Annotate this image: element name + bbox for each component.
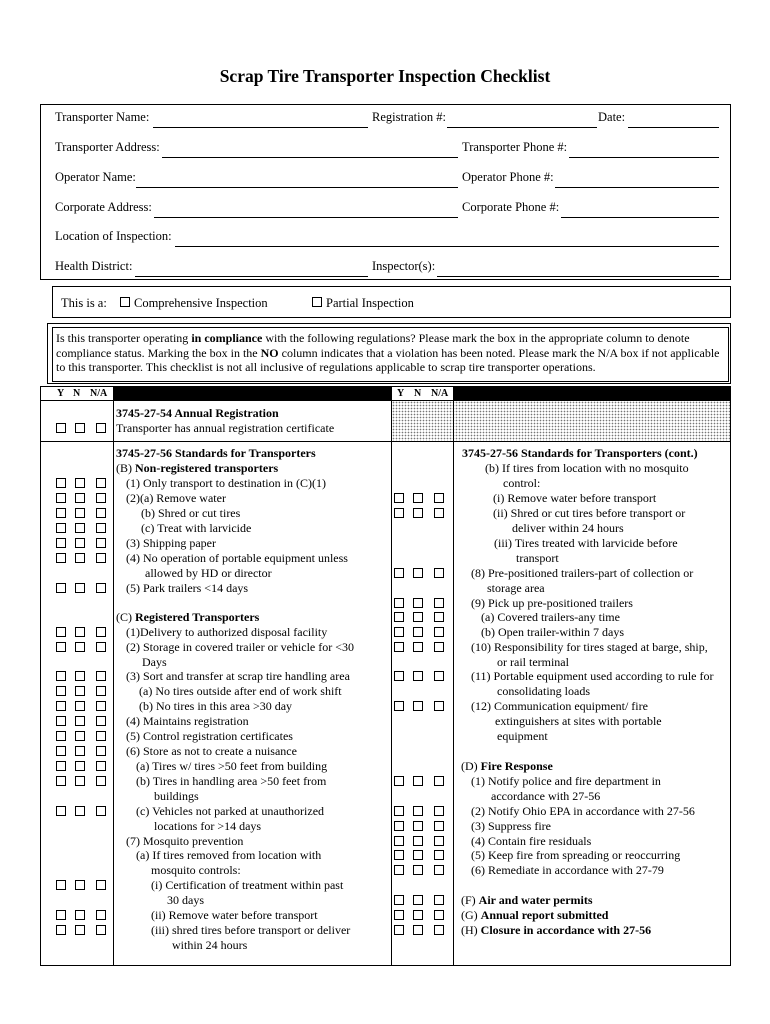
right-checklist-item-heading: Fire Response: [480, 759, 553, 773]
right-no-checkbox[interactable]: [413, 568, 423, 578]
left-yes-checkbox[interactable]: [56, 642, 66, 652]
right-checklist-item: (6) Remediate in accordance with 27-79: [471, 863, 664, 877]
right-yes-checkbox[interactable]: [394, 850, 404, 860]
right-header-bar: [453, 386, 731, 401]
left-checklist-item: (5) Control registration certificates: [126, 729, 293, 743]
left-checklist-item: (ii) Remove water before transport: [151, 908, 318, 922]
date-label: Date:: [598, 110, 626, 124]
left-checklist-item: buildings: [154, 789, 199, 803]
left-no-checkbox[interactable]: [75, 686, 85, 696]
right-na-checkbox[interactable]: [434, 508, 444, 518]
transporter-name-label: Transporter Name:: [55, 110, 150, 124]
left-no-checkbox[interactable]: [75, 806, 85, 816]
left-no-checkbox[interactable]: [75, 880, 85, 890]
date-field[interactable]: [628, 127, 719, 128]
left-yes-checkbox[interactable]: [56, 806, 66, 816]
left-checklist-item: Transporter has annual registration certificate: [116, 421, 335, 435]
right-checklist-item-prefix: (H): [461, 923, 481, 937]
left-yes-checkbox[interactable]: [56, 686, 66, 696]
right-yes-checkbox[interactable]: [394, 836, 404, 846]
right-checklist-item: accordance with 27-56: [491, 789, 601, 803]
left-no-checkbox[interactable]: [75, 731, 85, 741]
right-yes-checkbox[interactable]: [394, 925, 404, 935]
right-no-checkbox[interactable]: [413, 627, 423, 637]
left-no-checkbox[interactable]: [75, 910, 85, 920]
partial-inspection-checkbox[interactable]: [312, 297, 322, 307]
left-yes-checkbox[interactable]: [56, 925, 66, 935]
right-checklist-item: (iii) Tires treated with larvicide before: [494, 536, 678, 550]
right-checklist-item: extinguishers at sites with portable: [495, 714, 662, 728]
partial-inspection-label: Partial Inspection: [326, 296, 414, 310]
right-no-checkbox[interactable]: [413, 850, 423, 860]
right-yes-checkbox[interactable]: [394, 598, 404, 608]
right-checklist-item: deliver within 24 hours: [512, 521, 624, 535]
right-yes-checkbox[interactable]: [394, 821, 404, 831]
right-checklist-item: (b) If tires from location with no mosquito: [485, 461, 689, 475]
left-checklist-item: 3745-27-56 Standards for Transporters: [116, 446, 316, 460]
right-checklist-item: (11) Portable equipment used according to rule for: [471, 669, 714, 683]
right-yes-checkbox[interactable]: [394, 806, 404, 816]
right-yes-checkbox[interactable]: [394, 701, 404, 711]
right-checklist-item-prefix: (G): [461, 908, 481, 922]
right-checklist-item: transport: [516, 551, 559, 565]
registration-label: Registration #:: [372, 110, 446, 124]
right-no-checkbox[interactable]: [413, 821, 423, 831]
right-na-checkbox[interactable]: [434, 568, 444, 578]
left-na-checkbox[interactable]: [96, 493, 106, 503]
left-checklist-item: (a) If tires removed from location with: [136, 848, 322, 862]
right-no-checkbox[interactable]: [413, 701, 423, 711]
section-rule: [40, 441, 731, 442]
left-checklist-item-prefix: (C): [116, 610, 135, 624]
left-checklist-item: (3) Sort and transfer at scrap tire handling area: [126, 669, 350, 683]
right-na-checkbox[interactable]: [434, 836, 444, 846]
left-checklist-item: (c) Treat with larvicide: [141, 521, 252, 535]
left-no-checkbox[interactable]: [75, 701, 85, 711]
left-checklist-item: (3) Shipping paper: [126, 536, 216, 550]
left-checklist-item: 30 days: [167, 893, 204, 907]
left-na-checkbox[interactable]: [96, 731, 106, 741]
left-no-checkbox[interactable]: [75, 508, 85, 518]
left-checklist-item: (b) Tires in handling area >50 feet from: [136, 774, 327, 788]
col-rule-3: [453, 386, 454, 966]
left-no-checkbox[interactable]: [75, 493, 85, 503]
right-checklist-item: [461, 893, 593, 907]
right-checklist-item: (1) Notify police and fire department in: [471, 774, 661, 788]
left-checklist-item: (i) Certification of treatment within past: [151, 878, 344, 892]
left-no-checkbox[interactable]: [75, 583, 85, 593]
right-checklist-item-heading: Annual report submitted: [480, 908, 609, 922]
right-checklist-item: (10) Responsibility for tires staged at barge, ship,: [471, 640, 708, 654]
left-na-checkbox[interactable]: [96, 776, 106, 786]
instructions-compliance: in compliance: [191, 331, 263, 345]
health-district-label: Health District:: [55, 259, 133, 273]
instructions-part-1: Is this transporter operating: [56, 331, 192, 345]
transporter-address-label: Transporter Address:: [55, 140, 160, 154]
left-na-checkbox[interactable]: [96, 925, 106, 935]
comprehensive-inspection-checkbox[interactable]: [120, 297, 130, 307]
left-yes-checkbox[interactable]: [56, 910, 66, 920]
left-checklist-item: 3745-27-54 Annual Registration: [116, 406, 279, 420]
inspectors-label: Inspector(s):: [372, 259, 436, 273]
right-na-checkbox[interactable]: [434, 493, 444, 503]
left-checklist-item-heading: Registered Transporters: [135, 610, 260, 624]
left-na-checkbox[interactable]: [96, 746, 106, 756]
left-no-checkbox[interactable]: [75, 627, 85, 637]
header-na: N/A: [90, 388, 108, 399]
left-yes-checkbox[interactable]: [56, 583, 66, 593]
right-checklist-item: (12) Communication equipment/ fire: [471, 699, 648, 713]
left-checklist-item: (b) Shred or cut tires: [141, 506, 241, 520]
header-y: Y: [57, 388, 65, 399]
left-yes-checkbox[interactable]: [56, 523, 66, 533]
right-checklist-item-heading: Air and water permits: [478, 893, 593, 907]
left-yes-checkbox[interactable]: [56, 671, 66, 681]
right-na-checkbox[interactable]: [434, 612, 444, 622]
right-checklist-item-heading: Closure in accordance with 27-56: [480, 923, 652, 937]
right-yes-checkbox[interactable]: [394, 910, 404, 920]
right-yes-checkbox[interactable]: [394, 508, 404, 518]
right-checklist-item: or rail terminal: [497, 655, 569, 669]
shaded-area: [392, 401, 730, 441]
left-na-checkbox[interactable]: [96, 910, 106, 920]
registration-field[interactable]: [447, 127, 597, 128]
left-na-checkbox[interactable]: [96, 761, 106, 771]
left-na-checkbox[interactable]: [96, 523, 106, 533]
left-no-checkbox[interactable]: [75, 671, 85, 681]
left-checklist-item: (7) Mosquito prevention: [126, 834, 244, 848]
left-na-checkbox[interactable]: [96, 627, 106, 637]
inspectors-field[interactable]: [437, 276, 719, 277]
left-no-checkbox[interactable]: [75, 761, 85, 771]
left-checklist-item: (1)Delivery to authorized disposal facility: [126, 625, 328, 639]
right-checklist-item: 3745-27-56 Standards for Transporters (cont.): [462, 446, 698, 460]
instructions-part-3: column indicates that a violation has been noted. Please mark the N/A box if not applicable to this transporter. This checklist is not all inclusive of regulations applicable to scrap tire transporter operations.: [56, 345, 720, 374]
right-no-checkbox[interactable]: [413, 508, 423, 518]
right-checklist-item: (3) Suppress fire: [471, 819, 551, 833]
right-na-checkbox[interactable]: [434, 806, 444, 816]
left-checklist-item: (5) Park trailers <14 days: [126, 581, 249, 595]
left-na-checkbox[interactable]: [96, 423, 106, 433]
comprehensive-inspection-label: Comprehensive Inspection: [134, 296, 268, 310]
right-yes-checkbox[interactable]: [394, 895, 404, 905]
right-na-checkbox[interactable]: [434, 642, 444, 652]
right-checklist-item-prefix: (D): [461, 759, 481, 773]
left-checklist-item: within 24 hours: [172, 938, 248, 952]
header-n: N: [73, 388, 81, 399]
location-field[interactable]: [175, 246, 719, 247]
right-checklist-item: equipment: [497, 729, 548, 743]
left-checklist-item: (2) Storage in covered trailer or vehicle for <30: [126, 640, 355, 654]
left-na-checkbox[interactable]: [96, 553, 106, 563]
left-checklist-item: locations for >14 days: [154, 819, 262, 833]
left-header-bar: [113, 386, 391, 401]
left-yes-checkbox[interactable]: [56, 731, 66, 741]
left-yes-checkbox[interactable]: [56, 746, 66, 756]
right-no-checkbox[interactable]: [413, 598, 423, 608]
right-na-checkbox[interactable]: [434, 821, 444, 831]
right-na-checkbox[interactable]: [434, 910, 444, 920]
left-checklist-item-prefix: (B): [116, 461, 135, 475]
left-na-checkbox[interactable]: [96, 701, 106, 711]
operator-phone-field[interactable]: [555, 187, 719, 188]
corporate-phone-field[interactable]: [561, 217, 719, 218]
corporate-phone-label: Corporate Phone #:: [462, 200, 560, 214]
right-checklist-item: [461, 923, 651, 937]
corporate-address-label: Corporate Address:: [55, 200, 152, 214]
instructions-no: NO: [260, 345, 279, 360]
right-yes-checkbox[interactable]: [394, 493, 404, 503]
right-checklist-item: [461, 908, 608, 922]
transporter-phone-field[interactable]: [569, 157, 719, 158]
left-yes-checkbox[interactable]: [56, 423, 66, 433]
col-rule-2: [391, 386, 392, 966]
right-checklist-item: (8) Pre-positioned trailers-part of collection or: [471, 566, 694, 580]
left-yes-checkbox[interactable]: [56, 701, 66, 711]
location-label: Location of Inspection:: [55, 229, 172, 243]
left-na-checkbox[interactable]: [96, 671, 106, 681]
right-checklist-item: [461, 759, 553, 773]
right-checklist-item: (4) Contain fire residuals: [471, 834, 592, 848]
left-yes-checkbox[interactable]: [56, 716, 66, 726]
header-n-right: N: [414, 388, 422, 399]
col-rule-1: [113, 386, 114, 966]
right-checklist-item: storage area: [487, 581, 545, 595]
left-checklist-item: (2)(a) Remove water: [126, 491, 226, 505]
left-checklist-item: (a) No tires outside after end of work shift: [139, 684, 342, 698]
left-na-checkbox[interactable]: [96, 686, 106, 696]
transporter-phone-label: Transporter Phone #:: [462, 140, 568, 154]
left-checklist-item: (iii) shred tires before transport or deliver: [151, 923, 351, 937]
right-no-checkbox[interactable]: [413, 776, 423, 786]
left-checklist-item: allowed by HD or director: [145, 566, 272, 580]
left-yes-checkbox[interactable]: [56, 627, 66, 637]
left-no-checkbox[interactable]: [75, 716, 85, 726]
operator-name-label: Operator Name:: [55, 170, 136, 184]
right-checklist-item: (9) Pick up pre-positioned trailers: [471, 596, 633, 610]
right-yes-checkbox[interactable]: [394, 671, 404, 681]
left-yes-checkbox[interactable]: [56, 493, 66, 503]
left-yes-checkbox[interactable]: [56, 538, 66, 548]
left-checklist-item: mosquito controls:: [151, 863, 241, 877]
left-yes-checkbox[interactable]: [56, 776, 66, 786]
header-y-right: Y: [397, 388, 405, 399]
left-no-checkbox[interactable]: [75, 642, 85, 652]
instructions-part-2: with the following regulations? Please mark the box in the appropriate column to denote compliance status. Marking the box in the: [56, 331, 690, 360]
right-checklist-item: (b) Open trailer-within 7 days: [481, 625, 625, 639]
right-no-checkbox[interactable]: [413, 925, 423, 935]
left-no-checkbox[interactable]: [75, 523, 85, 533]
right-checklist-item: (ii) Shred or cut tires before transport or: [493, 506, 686, 520]
left-checklist-item: (c) Vehicles not parked at unauthorized: [136, 804, 325, 818]
right-yes-checkbox[interactable]: [394, 642, 404, 652]
right-na-checkbox[interactable]: [434, 671, 444, 681]
right-checklist-item: (5) Keep fire from spreading or reoccurring: [471, 848, 681, 862]
page-title: Scrap Tire Transporter Inspection Checklist: [219, 66, 551, 86]
corporate-address-field[interactable]: [154, 217, 458, 218]
health-district-field[interactable]: [135, 276, 368, 277]
left-checklist-item: (6) Store as not to create a nuisance: [126, 744, 297, 758]
right-no-checkbox[interactable]: [413, 836, 423, 846]
right-checklist-item: (i) Remove water before transport: [493, 491, 657, 505]
inspection-type-label: This is a:: [61, 296, 107, 310]
left-na-checkbox[interactable]: [96, 508, 106, 518]
operator-phone-label: Operator Phone #:: [462, 170, 554, 184]
operator-name-field[interactable]: [136, 187, 458, 188]
right-no-checkbox[interactable]: [413, 910, 423, 920]
left-no-checkbox[interactable]: [75, 776, 85, 786]
right-yes-checkbox[interactable]: [394, 776, 404, 786]
right-na-checkbox[interactable]: [434, 850, 444, 860]
left-checklist-item: Days: [142, 655, 167, 669]
right-na-checkbox[interactable]: [434, 776, 444, 786]
right-yes-checkbox[interactable]: [394, 612, 404, 622]
right-no-checkbox[interactable]: [413, 493, 423, 503]
left-yes-checkbox[interactable]: [56, 478, 66, 488]
left-na-checkbox[interactable]: [96, 642, 106, 652]
left-checklist-item: (a) Tires w/ tires >50 feet from building: [136, 759, 328, 773]
right-na-checkbox[interactable]: [434, 701, 444, 711]
left-no-checkbox[interactable]: [75, 478, 85, 488]
left-checklist-item: (4) No operation of portable equipment unless: [126, 551, 348, 565]
right-checklist-item: control:: [503, 476, 541, 490]
left-yes-checkbox[interactable]: [56, 553, 66, 563]
right-no-checkbox[interactable]: [413, 612, 423, 622]
right-yes-checkbox[interactable]: [394, 627, 404, 637]
left-checklist-item: [116, 461, 278, 475]
left-na-checkbox[interactable]: [96, 538, 106, 548]
right-checklist-item-prefix: (F): [461, 893, 479, 907]
right-na-checkbox[interactable]: [434, 598, 444, 608]
left-na-checkbox[interactable]: [96, 806, 106, 816]
right-yes-checkbox[interactable]: [394, 568, 404, 578]
right-na-checkbox[interactable]: [434, 925, 444, 935]
instructions-text: [56, 331, 728, 375]
left-yes-checkbox[interactable]: [56, 880, 66, 890]
left-checklist-item: (1) Only transport to destination in (C)(1): [126, 476, 326, 490]
left-na-checkbox[interactable]: [96, 716, 106, 726]
left-yes-checkbox[interactable]: [56, 508, 66, 518]
right-no-checkbox[interactable]: [413, 895, 423, 905]
left-checklist-item: (4) Maintains registration: [126, 714, 249, 728]
transporter-name-field[interactable]: [153, 127, 368, 128]
right-na-checkbox[interactable]: [434, 865, 444, 875]
right-no-checkbox[interactable]: [413, 806, 423, 816]
right-no-checkbox[interactable]: [413, 865, 423, 875]
right-no-checkbox[interactable]: [413, 642, 423, 652]
right-checklist-item: consolidating loads: [497, 684, 590, 698]
left-checklist-item: (b) No tires in this area >30 day: [139, 699, 293, 713]
left-no-checkbox[interactable]: [75, 538, 85, 548]
transporter-address-field[interactable]: [162, 157, 458, 158]
left-checklist-item: [116, 610, 259, 624]
right-na-checkbox[interactable]: [434, 627, 444, 637]
right-yn-header: [391, 386, 453, 401]
right-yes-checkbox[interactable]: [394, 865, 404, 875]
right-no-checkbox[interactable]: [413, 671, 423, 681]
left-checklist-item-heading: Non-registered transporters: [135, 461, 279, 475]
transporter-info-box: [40, 104, 731, 280]
left-no-checkbox[interactable]: [75, 423, 85, 433]
left-na-checkbox[interactable]: [96, 880, 106, 890]
header-na-right: N/A: [431, 388, 449, 399]
left-no-checkbox[interactable]: [75, 553, 85, 563]
right-checklist-item: (a) Covered trailers-any time: [481, 610, 620, 624]
left-yes-checkbox[interactable]: [56, 761, 66, 771]
left-yn-header: [54, 386, 113, 401]
left-no-checkbox[interactable]: [75, 746, 85, 756]
left-na-checkbox[interactable]: [96, 478, 106, 488]
left-no-checkbox[interactable]: [75, 925, 85, 935]
right-na-checkbox[interactable]: [434, 895, 444, 905]
right-checklist-item: (2) Notify Ohio EPA in accordance with 27-56: [471, 804, 695, 818]
left-na-checkbox[interactable]: [96, 583, 106, 593]
